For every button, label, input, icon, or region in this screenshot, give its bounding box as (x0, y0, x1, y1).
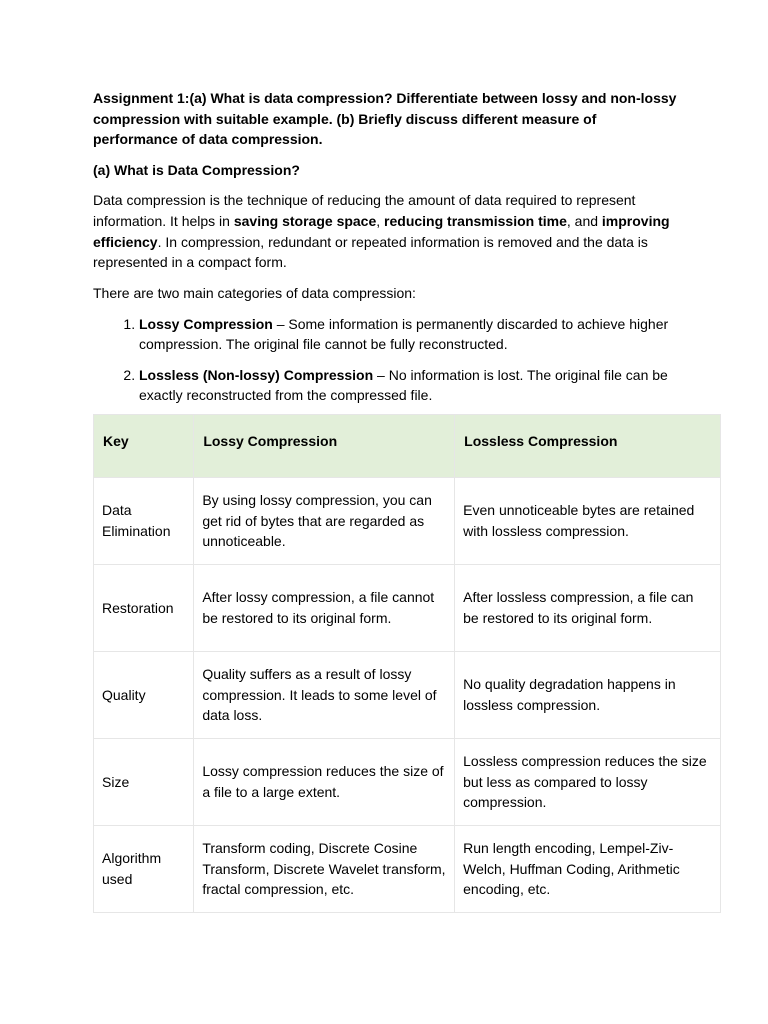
comparison-table (93, 414, 721, 913)
paragraph-text: Data compression is the technique of reducing the amount of data required to represent information. It helps in (93, 192, 636, 229)
table-header-lossy: Lossy Compression (194, 415, 455, 478)
list-item-desc: – Some information is permanently discarded to achieve higher compression. The original file cannot be fully reconstructed. (139, 315, 669, 353)
table-cell-key: Quality (94, 652, 194, 739)
table-cell-key: Algorithm used (94, 826, 194, 913)
table-cell-key: Size (94, 739, 194, 826)
categories-intro: There are two main categories of data compression: (93, 285, 416, 302)
table-row (94, 652, 721, 739)
list-item (139, 365, 683, 406)
table-row (94, 565, 721, 652)
table-row (94, 739, 721, 826)
table-row (94, 478, 721, 565)
list-item (139, 314, 683, 355)
table-header-row (94, 415, 721, 478)
table-cell-lossless: After lossless compression, a file can be restored to its original form. (455, 565, 721, 652)
table-cell-lossless: No quality degradation happens in lossless compression. (455, 652, 721, 739)
categories-list (93, 314, 683, 406)
table-cell-key: Data Elimination (94, 478, 194, 565)
paragraph-text: , (376, 212, 385, 229)
table-cell-lossless: Run length encoding, Lempel-Ziv-Welch, Huffman Coding, Arithmetic encoding, etc. (455, 826, 721, 913)
table-row (94, 826, 721, 913)
bold-term: improving efficiency (93, 212, 670, 250)
table-cell-lossless: Lossless compression reduces the size but less as compared to lossy compression. (455, 739, 721, 826)
list-item-term: Lossless (Non-lossy) Compression (139, 366, 374, 383)
document-body (93, 88, 683, 416)
table-header-lossless: Lossless Compression (455, 415, 721, 478)
table-cell-lossy: Transform coding, Discrete Cosine Transform, Discrete Wavelet transform, fractal compression, etc. (194, 826, 455, 913)
table-cell-lossy: Lossy compression reduces the size of a file to a large extent. (194, 739, 455, 826)
bold-term: reducing transmission time (384, 212, 567, 229)
table-cell-lossless: Even unnoticeable bytes are retained with lossless compression. (455, 478, 721, 565)
list-item-desc: – No information is lost. The original file can be exactly reconstructed from the compressed file. (139, 366, 668, 404)
section-a-title: (a) What is Data Compression? (93, 161, 300, 178)
assignment-heading: Assignment 1:(a) What is data compression? Differentiate between lossy and non-lossy compression with suitable example. (b) Briefly discuss different measure of performance of data compression. (93, 90, 677, 147)
table-header-key: Key (94, 415, 194, 478)
paragraph-text: , and (566, 212, 602, 229)
table-cell-key: Restoration (94, 565, 194, 652)
table-cell-lossy: By using lossy compression, you can get rid of bytes that are regarded as unnoticeable. (194, 478, 455, 565)
paragraph-text: . In compression, redundant or repeated information is removed and the data is represented in a compact form. (93, 233, 648, 271)
list-item-term: Lossy Compression (139, 315, 273, 332)
bold-term: saving storage space (233, 212, 377, 229)
table-cell-lossy: After lossy compression, a file cannot be restored to its original form. (194, 565, 455, 652)
definition-paragraph (93, 190, 683, 273)
table-cell-lossy: Quality suffers as a result of lossy compression. It leads to some level of data loss. (194, 652, 455, 739)
